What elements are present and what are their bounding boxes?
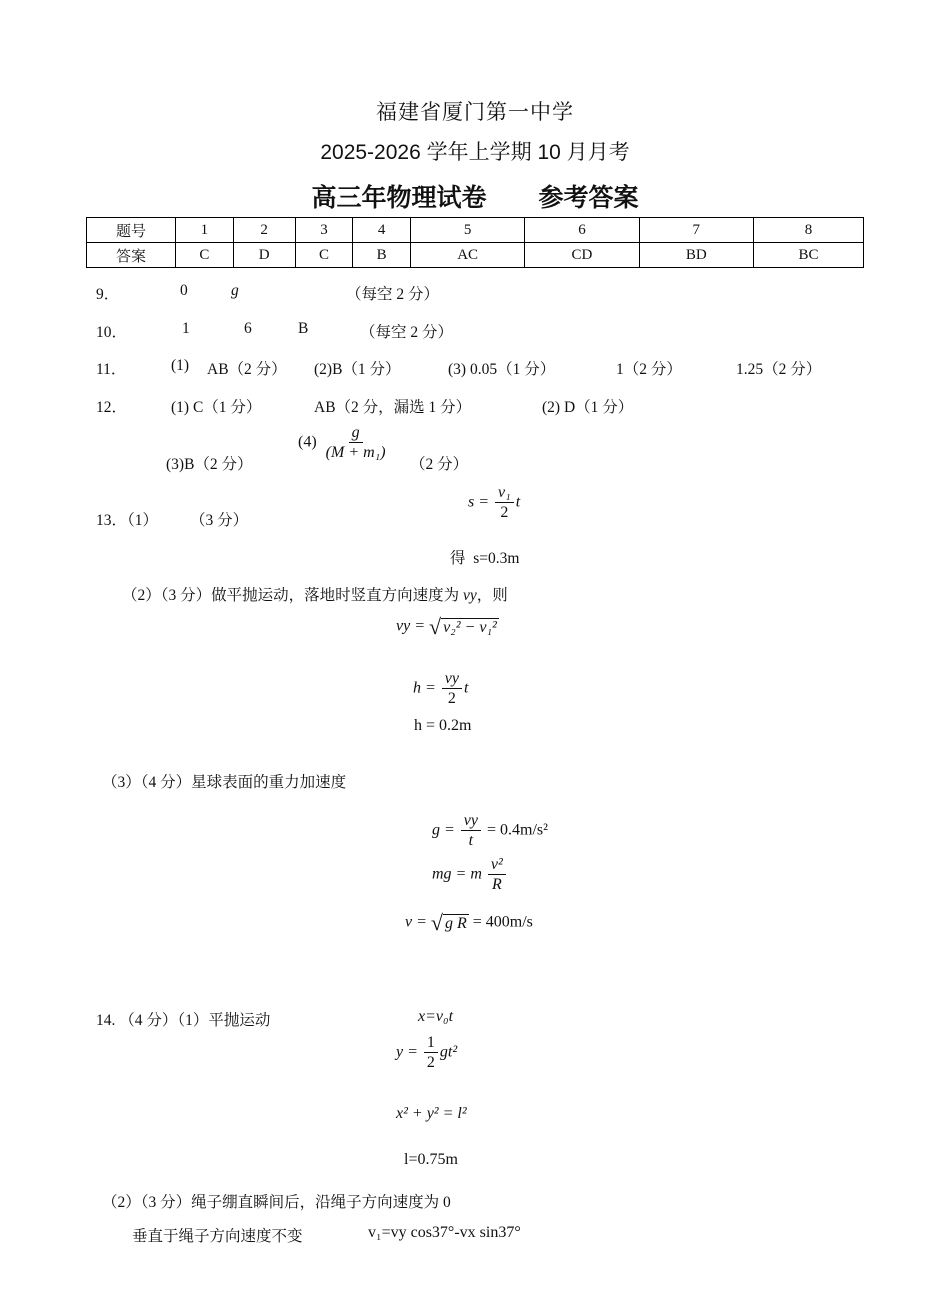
fraction-numerator: v₁ [495,484,514,503]
q11-part4: 1（2 分） [616,361,682,378]
eq-rhs: = 400m/s [472,913,533,931]
eq-lhs: s = [468,493,490,511]
fraction [424,1034,438,1072]
q14-eq4: l=0.75m [404,1151,458,1168]
table-cell: B [353,243,411,268]
exam-term: 2025-2026 学年上学期 10 月月考 [320,141,630,164]
q13-part3-text: （3）（4 分）星球表面的重力加速度 [102,774,347,791]
eq-lhs: h = [413,679,436,697]
fraction-denominator: R [491,875,502,893]
table-cell: BC [753,243,863,268]
fraction [495,484,514,522]
fraction-denominator: 2 [426,1053,435,1071]
q14-part2b-text: 垂直于绳子方向速度不变 [132,1228,303,1245]
q12-part4-score: （2 分） [410,456,469,473]
q10-answer-3: B [298,320,309,337]
answer-table [86,217,864,268]
fraction-numerator: vy [461,812,481,831]
q14-eq3: x² + y² = l² [396,1105,467,1122]
answer-table-number-row [87,218,864,243]
table-cell: 2 [233,218,295,243]
fraction-denominator: (M + m₁) [325,443,386,461]
sqrt: √ v₂² − v₁² [429,614,497,639]
q12-part2: (2) D（1 分） [542,399,634,416]
q9-answer-2: g [231,282,239,299]
q14-eq1: x=v₀t [418,1008,454,1025]
fraction-numerator: vy [442,670,462,689]
eq-rhs: gt² [439,1043,458,1061]
q11-number: 11． [96,361,127,378]
eq-lhs: mg = m [432,865,482,883]
q10-answer-1: 1 [182,320,190,337]
table-cell: 5 [410,218,524,243]
table-cell: BD [639,243,753,268]
fraction-numerator: v² [488,856,506,875]
q12-part4-formula [298,424,391,462]
q11-part2: (2)B（1 分） [314,361,401,378]
table-cell: AC [410,243,524,268]
fraction [442,670,462,708]
table-cell: C [295,243,353,268]
part2-text: （2）（3 分）做平抛运动，落地时竖直方向速度为 [122,587,460,604]
q10-answer-2: 6 [244,320,252,337]
fraction-numerator: 1 [424,1034,438,1053]
result-label: 得 [450,550,466,567]
q13-eq3 [413,670,468,708]
result-value: s=0.3m [473,550,520,567]
table-cell: 4 [353,218,411,243]
fraction-numerator: g [349,424,363,443]
fraction [323,424,389,462]
q11-part5: 1.25（2 分） [736,361,822,378]
doc-title-right: 参考答案 [538,183,639,212]
q13-eq4: h = 0.2m [414,717,472,734]
table-header-cell: 题号 [87,218,176,243]
q14-part2-text: （2）（3 分）绳子绷直瞬间后，沿绳子方向速度为 0 [102,1194,451,1211]
q13-eq6 [432,856,508,894]
fraction-denominator: t [468,831,474,849]
eq-var: t [464,679,469,697]
eq-lhs: g = [432,821,455,839]
eq-lhs: vy = [396,617,425,635]
eq-lhs: v = [405,913,427,931]
sqrt-body: g R [444,914,467,932]
q12-part4-label: (4) [298,433,317,451]
q13-number: 13．（1） [96,512,159,529]
part2-end: ，则 [476,587,508,604]
answer-table-answer-row [87,243,864,268]
table-cell: C [176,243,234,268]
fraction-denominator: 2 [500,503,509,521]
q9-answer-1: 0 [180,282,188,299]
table-cell: D [233,243,295,268]
table-cell: 3 [295,218,353,243]
q12-part3: (3)B（2 分） [166,456,253,473]
q12-part1: (1) C（1 分） [171,399,262,416]
table-cell: 6 [525,218,639,243]
q12-number: 12． [96,399,128,416]
table-cell: 7 [639,218,753,243]
q9-score: （每空 2 分） [346,286,440,303]
doc-title [0,178,950,214]
eq-var: t [515,493,521,511]
q13-result1 [450,546,519,568]
fraction [488,856,506,894]
eq-rhs: = 0.4m/s² [487,821,548,839]
doc-title-left: 高三年物理试卷 [311,183,487,212]
q13-score1: （3 分） [190,512,249,529]
q10-number: 10． [96,324,128,341]
q14-heading: 14. （4 分）（1）平抛运动 [96,1012,271,1029]
table-cell: CD [525,243,639,268]
table-cell: 1 [176,218,234,243]
q11-part1-label: (1) [171,357,190,374]
school-name: 福建省厦门第一中学 [376,100,574,124]
q14-eq5: v₁=vy cos37°-vx sin37° [368,1224,521,1241]
fraction [461,812,481,850]
q14-eq2 [396,1034,457,1072]
part2-var: vy [463,587,477,604]
q9-number: 9． [96,286,120,303]
q13-eq1 [468,484,520,522]
q11-part1: AB（2 分） [207,361,287,378]
q10-score: （每空 2 分） [360,324,454,341]
sqrt: √ g R [430,910,467,935]
q13-part2-text [122,583,508,605]
q13-eq7 [405,910,533,936]
q12-part1b: AB（2 分，漏选 1 分） [314,399,472,416]
q13-eq2 [396,614,499,640]
q11-part3: (3) 0.05（1 分） [448,361,556,378]
fraction-denominator: 2 [447,689,456,707]
eq-lhs: y = [396,1043,418,1061]
table-cell: 8 [753,218,863,243]
table-header-cell: 答案 [87,243,176,268]
q13-eq5 [432,812,548,850]
sqrt-body: v₂² − v₁² [443,618,497,636]
